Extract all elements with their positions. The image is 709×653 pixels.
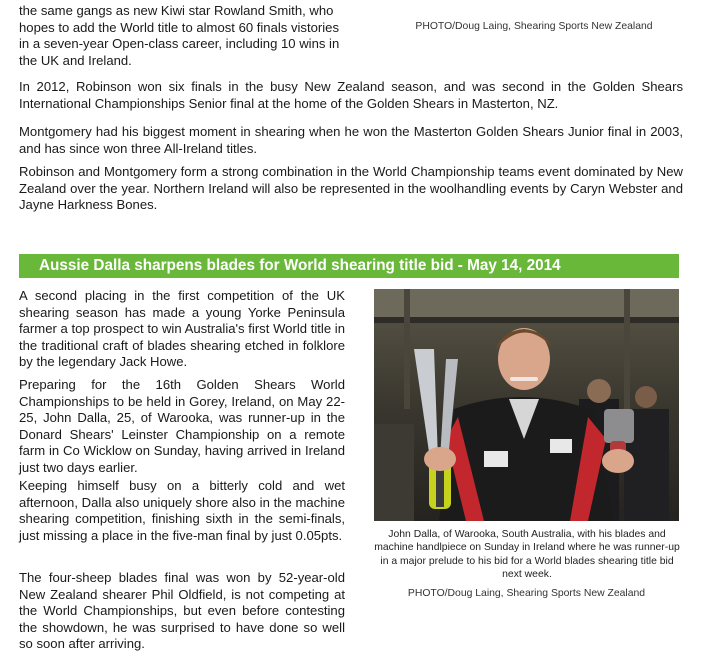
- article-paragraph-2: Preparing for the 16th Golden Shears World Championships to be held in Gorey, Ireland, on May 22-25, John Dalla, 25, of Warooka, was runner-up in the Donard Shears' Leinster Championship on a remote farm in Co Wicklow on Sunday, having arrived in Ireland just two days earlier.: [19, 377, 345, 475]
- paragraph-line: the UK and Ireland.: [19, 52, 132, 68]
- article-paragraph-3: Keeping himself busy on a bitterly cold and wet afternoon, Dalla also uniquely shore also in the machine shearing competition, finishing sixth in the semi-finals, just missing a place in the five-man final by just 0.05pts.: [19, 478, 345, 543]
- article-paragraph-1: A second placing in the first competition of the UK shearing season has made a young Yorke Peninsula farmer a top prospect to win Australia's first World title in the traditional craft of blades shearing etched in folklore by the legendary Jack Howe.: [19, 288, 345, 369]
- paragraph-line: in a seven-year Open-class career, including 10 wins in: [19, 36, 340, 52]
- paragraph-teams: Robinson and Montgomery form a strong combination in the World Championship teams event dominated by New Zealand over the year. Northern Ireland will also be represented in the woolhandling events by Caryn Webster and Jayne Harkness Bones.: [19, 164, 683, 212]
- photo-credit: PHOTO/Doug Laing, Shearing Sports New Zealand: [407, 588, 646, 599]
- continued-paragraph: [19, 3, 349, 69]
- paragraph-line: the same gangs as new Kiwi star Rowland Smith, who: [19, 3, 334, 18]
- article-photo: [374, 289, 679, 521]
- article-headline-banner: [19, 254, 679, 278]
- article-paragraph-4: The four-sheep blades final was won by 52-year-old New Zealand shearer Phil Oldfield, is not competing at the World Championships, but even before contesting the showdown, he was surprised to have done so well so soon after arriving.: [19, 570, 345, 651]
- paragraph-robinson: In 2012, Robinson won six finals in the busy New Zealand season, and was second in the Golden Shears International Championships Senior final at the home of the Golden Shears in Masterton, NZ.: [19, 79, 683, 111]
- paragraph-montgomery: Montgomery had his biggest moment in shearing when he won the Masterton Golden Shears Junior final in 2003, and has since won three All-Ireland titles.: [19, 124, 683, 156]
- top-photo-credit: PHOTO/Doug Laing, Shearing Sports New Zealand: [415, 21, 653, 32]
- paragraph-line: hopes to add the World title to almost 60 finals vistories: [19, 19, 339, 35]
- article-headline[interactable]: Aussie Dalla sharpens blades for World shearing title bid - May 14, 2014: [39, 257, 561, 274]
- photo-caption: John Dalla, of Warooka, South Australia, with his blades and machine handlpiece on Sunday in Ireland where he was runner-up in a major prelude to his bid for a World blades shearing title bid next week.: [374, 529, 680, 581]
